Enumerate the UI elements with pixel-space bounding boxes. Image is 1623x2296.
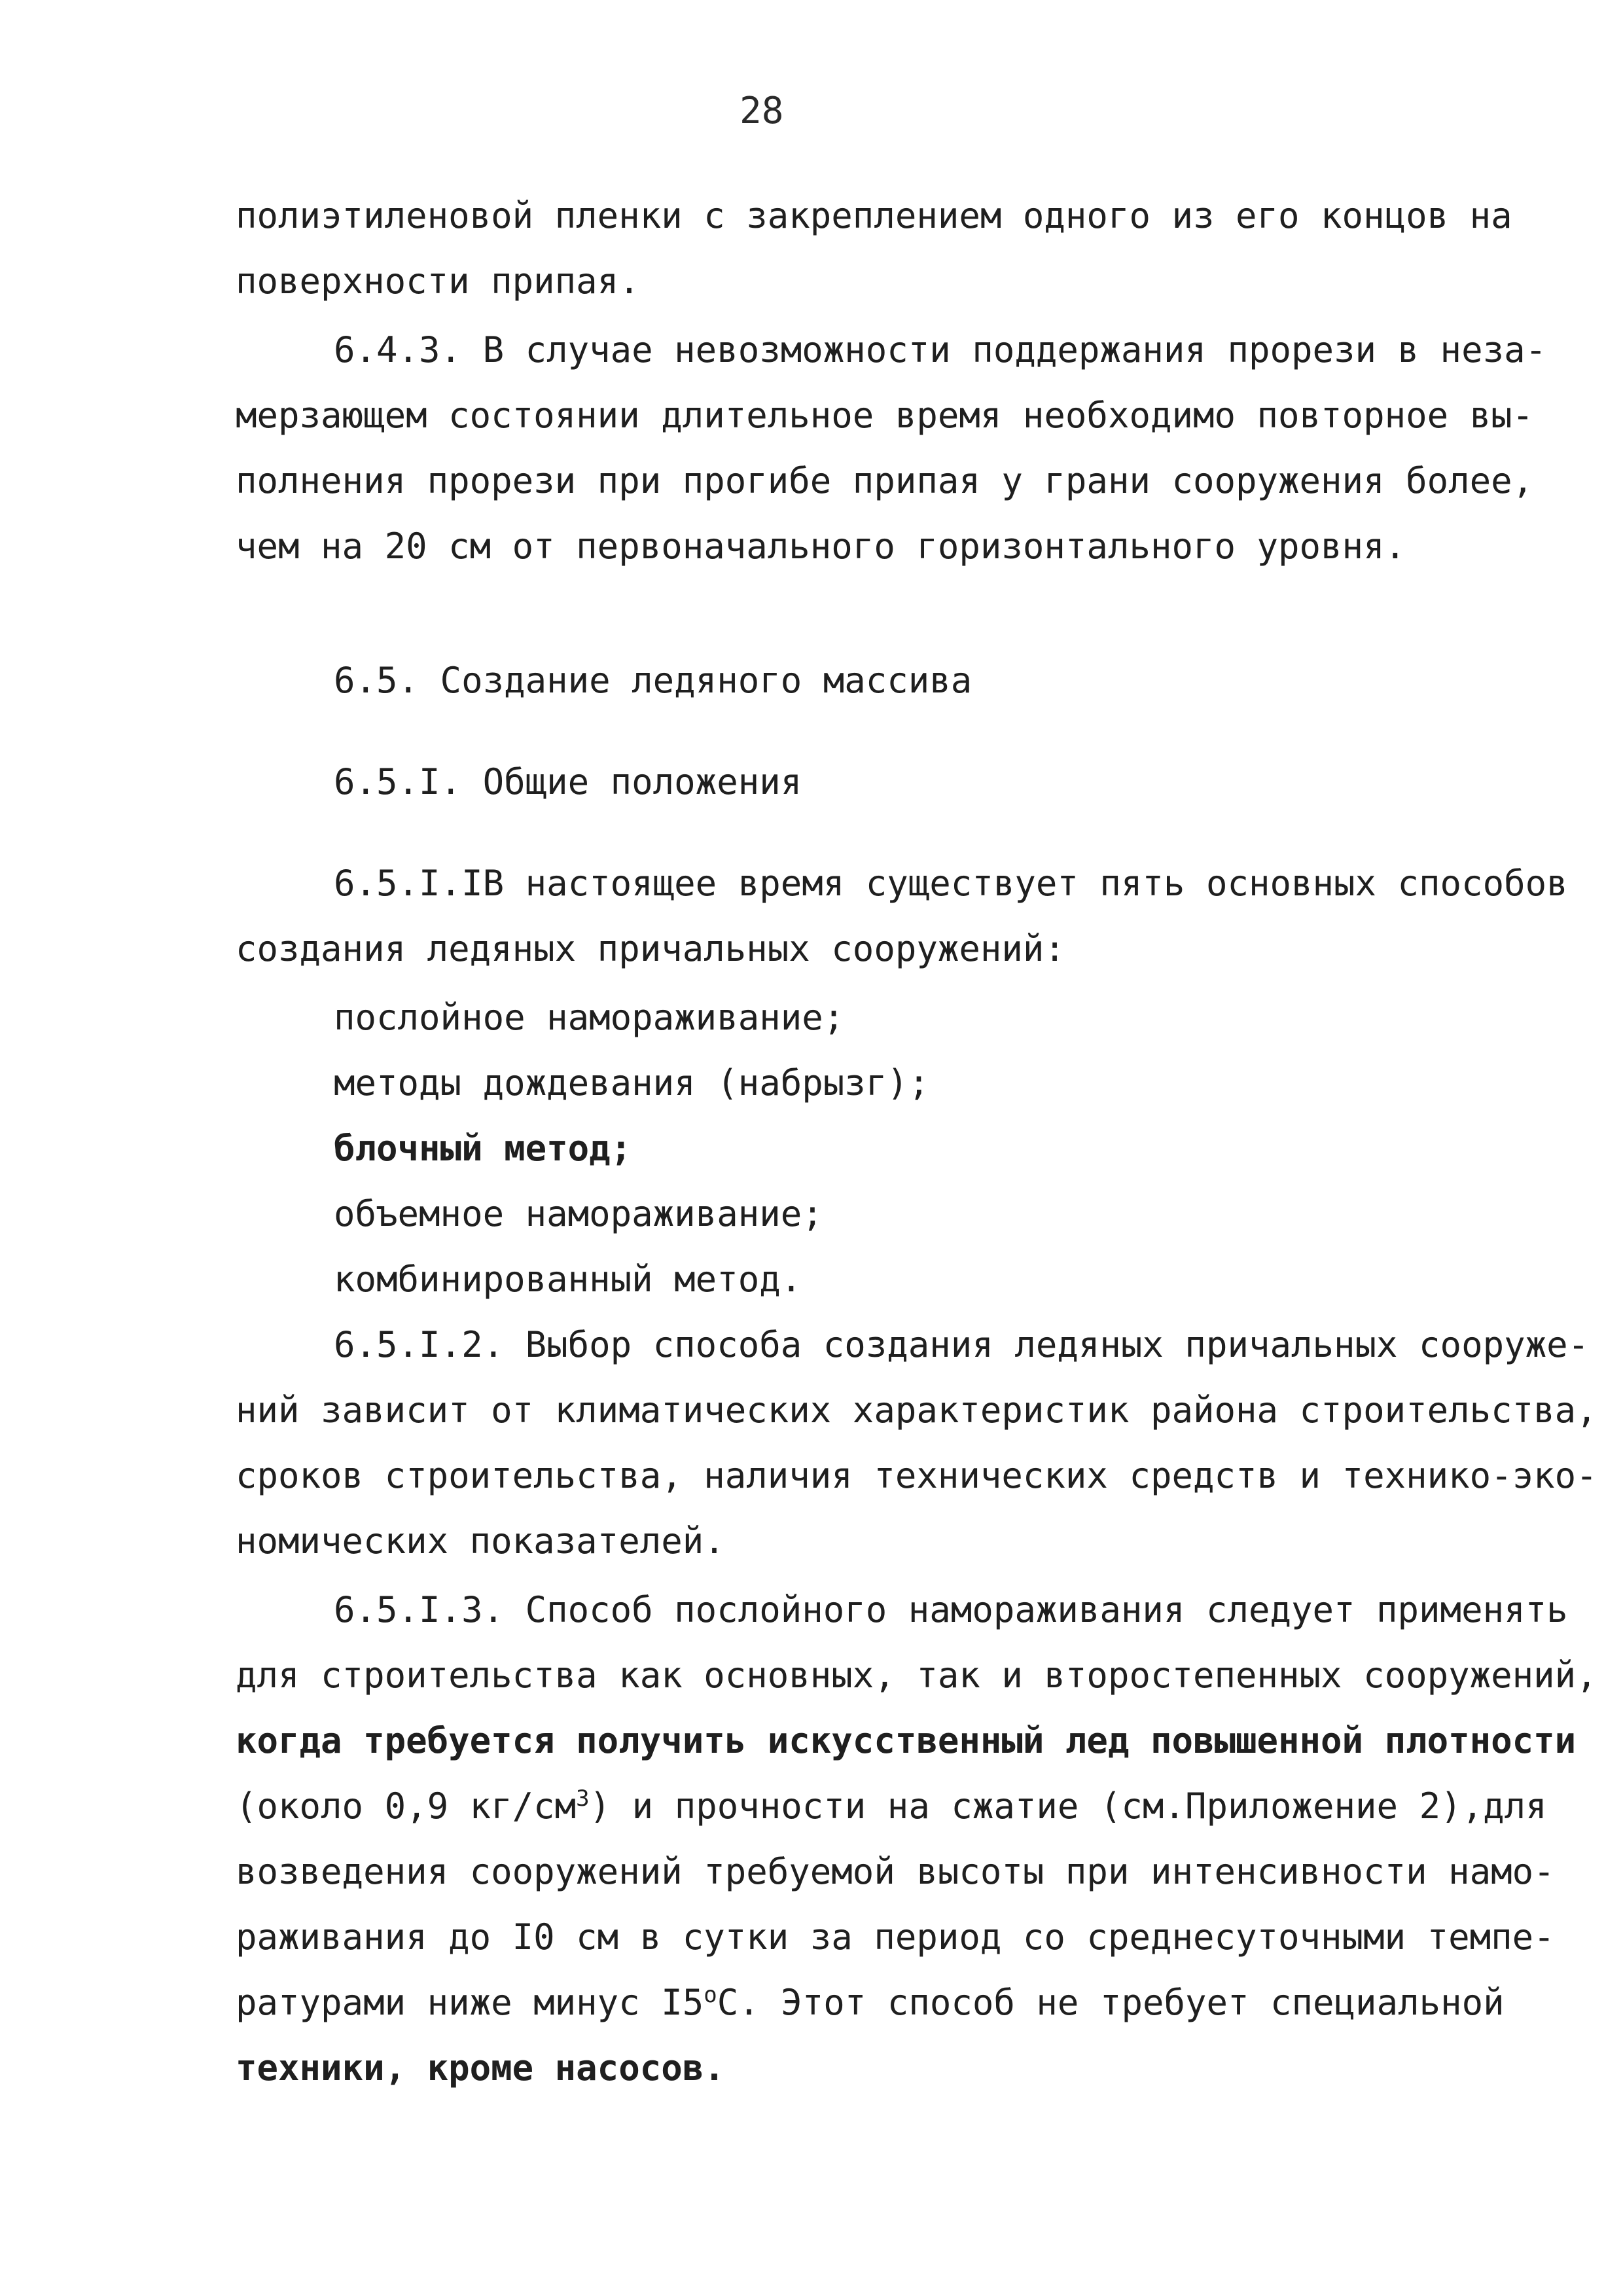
- paragraph-line: раживания до I0 см в сутки за период со среднесуточными темпе-: [236, 1916, 1555, 1958]
- list-item: блочный метод;: [334, 1128, 632, 1169]
- line-text: (около 0,9 кг/см: [236, 1785, 577, 1827]
- superscript: о: [704, 1982, 717, 2008]
- paragraph-line: 6.4.3. В случае невозможности поддержания прорези в неза-: [334, 329, 1547, 370]
- paragraph-line: мерзающем состоянии длительное время необходимо повторное вы-: [236, 395, 1534, 436]
- paragraph-line: чем на 20 см от первоначального горизонтального уровня.: [236, 526, 1406, 567]
- paragraph-line: возведения сооружений требуемой высоты при интенсивности намо-: [236, 1851, 1555, 1892]
- paragraph-line: [236, 1774, 1547, 1839]
- list-item: методы дождевания (набрызг);: [334, 1062, 930, 1103]
- paragraph-line: 6.5.I.2. Выбор способа создания ледяных причальных сооруже-: [334, 1324, 1590, 1365]
- paragraph-line: когда требуется получить искусственный лед повышенной плотности: [236, 1720, 1577, 1761]
- paragraph-line: 6.5.I.3. Способ послойного намораживания следует применять: [334, 1589, 1568, 1630]
- paragraph-line: номических показателей.: [236, 1520, 725, 1562]
- line-text: С. Этот способ не требует специальной: [717, 1982, 1505, 2023]
- list-item: послойное намораживание;: [334, 997, 845, 1038]
- line-text: ) и прочности на сжатие (см.Приложение 2),для: [589, 1785, 1547, 1827]
- paragraph-line: полиэтиленовой пленки с закреплением одного из его концов на: [236, 195, 1512, 236]
- paragraph-line: для строительства как основных, так и второстепенных сооружений,: [236, 1655, 1597, 1696]
- section-heading: 6.5. Создание ледяного массива: [334, 660, 972, 701]
- page-number: 28: [740, 90, 784, 132]
- paragraph-line: полнения прорези при прогибе припая у грани сооружения более,: [236, 460, 1534, 501]
- paragraph-line: сроков строительства, наличия технических средств и технико-эко-: [236, 1455, 1597, 1496]
- paragraph-line: 6.5.I.IВ настоящее время существует пять основных способов: [334, 863, 1568, 904]
- paragraph-line: техники, кроме насосов.: [236, 2047, 725, 2089]
- paragraph-line: [236, 1970, 1505, 2036]
- paragraph-line: создания ледяных причальных сооружений:: [236, 928, 1065, 969]
- subsection-heading: 6.5.I. Общие положения: [334, 761, 802, 802]
- list-item: объемное намораживание;: [334, 1193, 823, 1234]
- line-text: ратурами ниже минус I5: [236, 1982, 704, 2023]
- list-item: комбинированный метод.: [334, 1259, 802, 1300]
- paragraph-line: поверхности припая.: [236, 260, 640, 302]
- paragraph-line: ний зависит от климатических характеристик района строительства,: [236, 1390, 1597, 1431]
- superscript: 3: [576, 1785, 590, 1812]
